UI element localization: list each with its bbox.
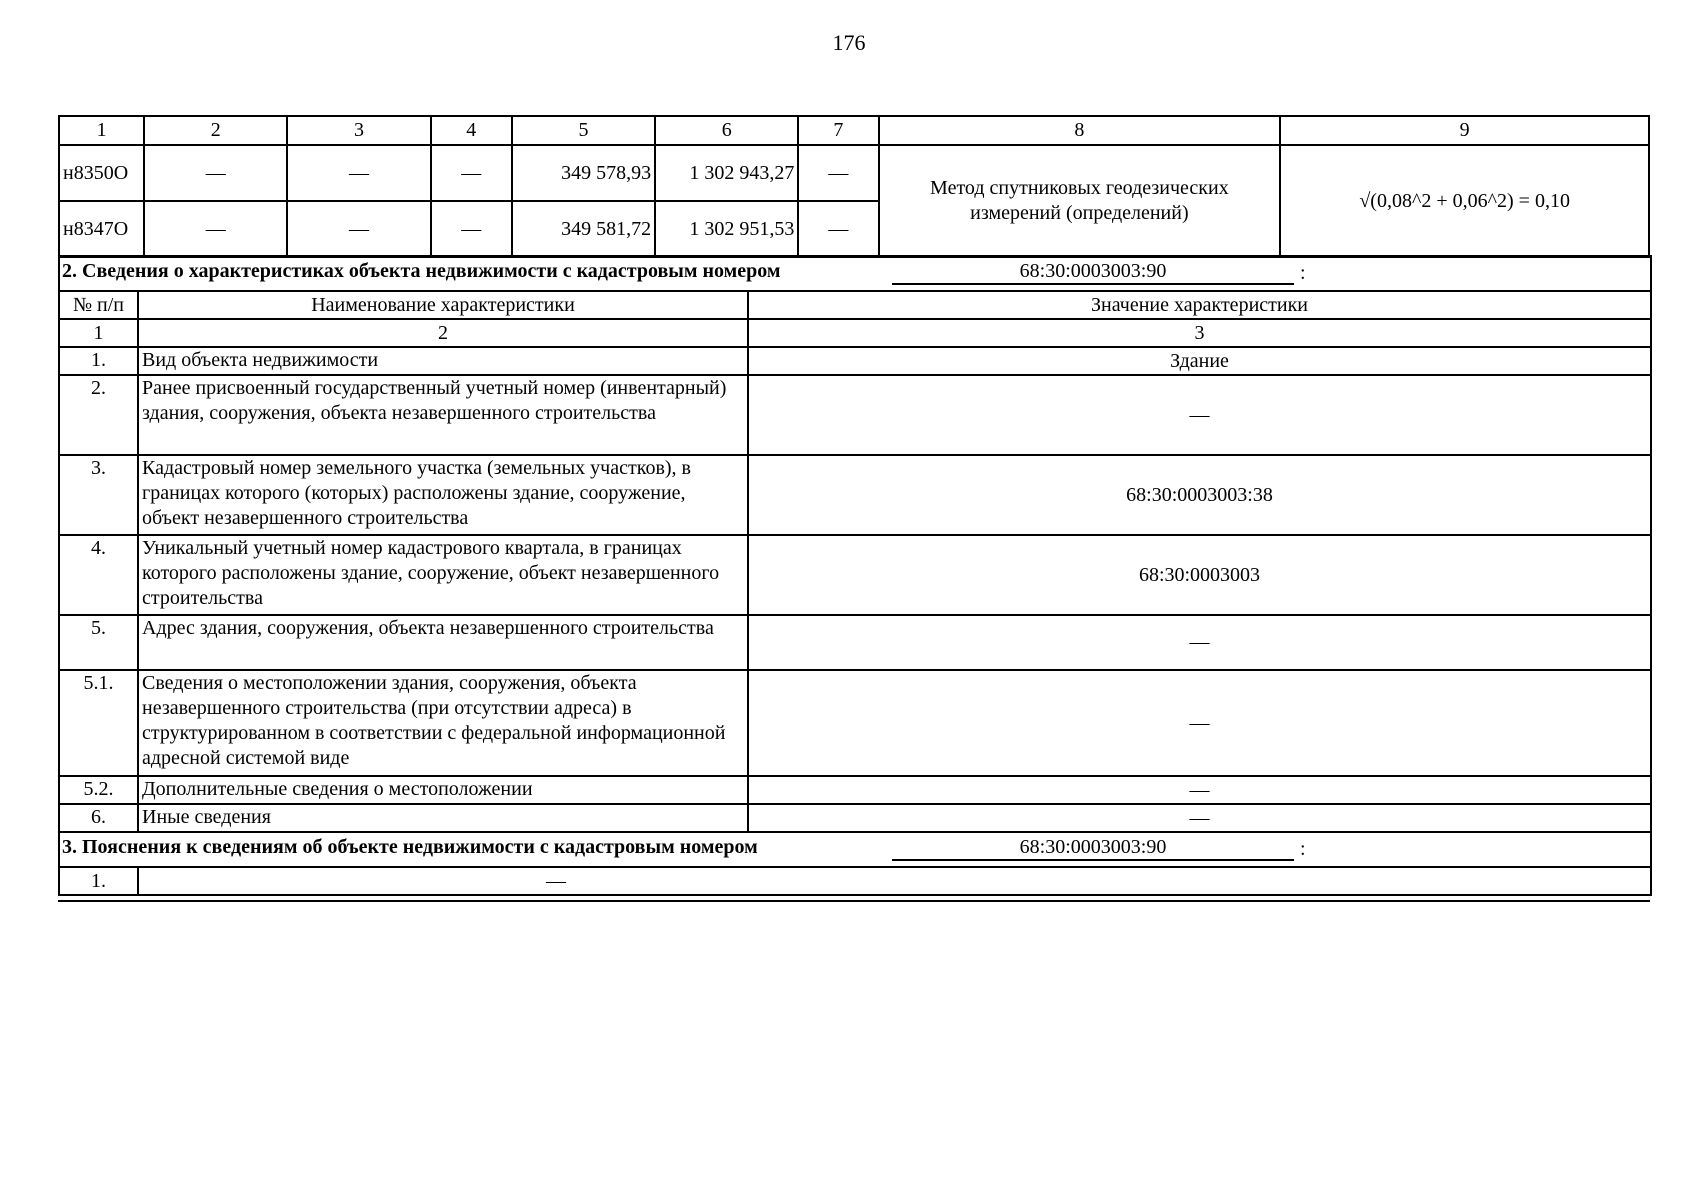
header-cell: 6 bbox=[655, 116, 798, 145]
col-number: 2 bbox=[138, 319, 748, 347]
table-row bbox=[59, 375, 1651, 455]
row-name: Уникальный учетный номер кадастрового квартала, в границах которого расположены здание, сооружение, объект незавершенного строительства bbox=[138, 535, 748, 615]
col-number: 1 bbox=[59, 319, 138, 347]
bottom-rule bbox=[58, 900, 1650, 902]
row-value: — bbox=[748, 375, 1651, 455]
row-num: 5.1. bbox=[59, 670, 138, 776]
row-num: 6. bbox=[59, 804, 138, 832]
coordinates-table bbox=[58, 115, 1650, 258]
dash-cell: — bbox=[798, 201, 878, 257]
column-number-row bbox=[59, 319, 1651, 347]
coordinates-header-row bbox=[59, 116, 1649, 145]
table-row bbox=[59, 347, 1651, 375]
section-2-title-row bbox=[59, 256, 1651, 291]
row-value: — bbox=[748, 776, 1651, 804]
dash-cell: — bbox=[798, 145, 878, 201]
row-value: — bbox=[748, 615, 1651, 670]
coord-x: 349 578,93 bbox=[512, 145, 655, 201]
dash-cell: — bbox=[287, 201, 430, 257]
column-header-row bbox=[59, 291, 1651, 319]
header-cell: 7 bbox=[798, 116, 878, 145]
table-row bbox=[59, 145, 1649, 201]
section-3-cadastral-number: 68:30:0003003:90 bbox=[892, 835, 1294, 861]
table-row bbox=[59, 535, 1651, 615]
table-row bbox=[59, 776, 1651, 804]
section-3-colon: : bbox=[1300, 838, 1306, 860]
table-row bbox=[59, 804, 1651, 832]
row-value: — bbox=[138, 867, 1651, 895]
row-num: 5.2. bbox=[59, 776, 138, 804]
row-name: Вид объекта недвижимости bbox=[138, 347, 748, 375]
row-name: Сведения о местоположении здания, сооружения, объекта незавершенного строительства (при отсутствии адреса) в структурированном в соответствии с федеральной информационной адресной системой виде bbox=[138, 670, 748, 776]
row-value: — bbox=[748, 804, 1651, 832]
row-num: 5. bbox=[59, 615, 138, 670]
table-row bbox=[59, 615, 1651, 670]
section-3-title-row bbox=[59, 832, 1651, 867]
point-name: н8350О bbox=[59, 145, 144, 201]
coord-x: 349 581,72 bbox=[512, 201, 655, 257]
coord-y: 1 302 951,53 bbox=[655, 201, 798, 257]
col-header-value: Значение характеристики bbox=[748, 291, 1651, 319]
header-cell: 9 bbox=[1280, 116, 1649, 145]
row-num: 1. bbox=[59, 867, 138, 895]
row-num: 3. bbox=[59, 455, 138, 535]
col-header-name: Наименование характеристики bbox=[138, 291, 748, 319]
dash-cell: — bbox=[287, 145, 430, 201]
row-value: 68:30:0003003 bbox=[748, 535, 1651, 615]
section-2-title-cell bbox=[59, 256, 1651, 291]
row-value: Здание bbox=[748, 347, 1651, 375]
header-cell: 5 bbox=[512, 116, 655, 145]
section-3-title-cell bbox=[59, 832, 1651, 867]
col-header-num: № п/п bbox=[59, 291, 138, 319]
table-row bbox=[59, 670, 1651, 776]
section-2-colon: : bbox=[1300, 262, 1306, 284]
section-2-cadastral-number: 68:30:0003003:90 bbox=[892, 259, 1294, 285]
table-row bbox=[59, 455, 1651, 535]
coord-y: 1 302 943,27 bbox=[655, 145, 798, 201]
dash-cell: — bbox=[431, 201, 512, 257]
dash-cell: — bbox=[144, 201, 287, 257]
row-name: Кадастровый номер земельного участка (земельных участков), в границах которого (которых) расположены здание, сооружение, объект незавершенного строительства bbox=[138, 455, 748, 535]
header-cell: 2 bbox=[144, 116, 287, 145]
row-num: 4. bbox=[59, 535, 138, 615]
accuracy-cell: √(0,08^2 + 0,06^2) = 0,10 bbox=[1280, 145, 1649, 257]
method-cell: Метод спутниковых геодезических измерений (определений) bbox=[879, 145, 1281, 257]
header-cell: 8 bbox=[879, 116, 1281, 145]
row-value: 68:30:0003003:38 bbox=[748, 455, 1651, 535]
table-row bbox=[59, 867, 1651, 895]
page-number: 176 bbox=[832, 30, 866, 55]
header-cell: 4 bbox=[431, 116, 512, 145]
section-2-title: 2. Сведения о характеристиках объекта недвижимости с кадастровым номером bbox=[62, 260, 781, 282]
row-name: Дополнительные сведения о местоположении bbox=[138, 776, 748, 804]
characteristics-table bbox=[58, 255, 1652, 896]
row-name: Иные сведения bbox=[138, 804, 748, 832]
dash-cell: — bbox=[431, 145, 512, 201]
header-cell: 3 bbox=[287, 116, 430, 145]
col-number: 3 bbox=[748, 319, 1651, 347]
row-name: Адрес здания, сооружения, объекта незавершенного строительства bbox=[138, 615, 748, 670]
row-value: — bbox=[748, 670, 1651, 776]
row-name: Ранее присвоенный государственный учетный номер (инвентарный) здания, сооружения, объекта незавершенного строительства bbox=[138, 375, 748, 455]
header-cell: 1 bbox=[59, 116, 144, 145]
point-name: н8347О bbox=[59, 201, 144, 257]
row-num: 2. bbox=[59, 375, 138, 455]
row-num: 1. bbox=[59, 347, 138, 375]
dash-cell: — bbox=[144, 145, 287, 201]
section-3-title: 3. Пояснения к сведениям об объекте недвижимости с кадастровым номером bbox=[62, 836, 758, 858]
